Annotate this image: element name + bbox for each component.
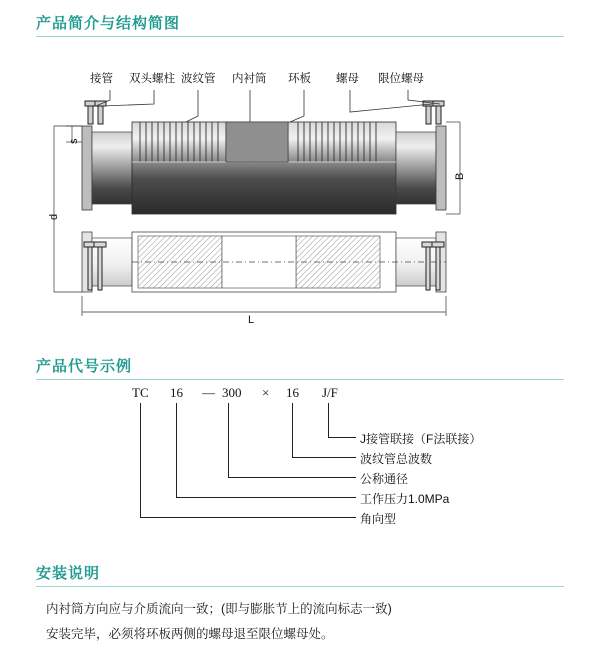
callout-label-luomu: 螺母 (336, 73, 359, 85)
structure-diagram (36, 60, 564, 345)
callout-label-jieguan: 接管 (90, 73, 113, 85)
install-note-2: 安装完毕，必须将环板两侧的螺母退至限位螺母处。 (46, 627, 334, 642)
callout-label-shuangtou-luozhu: 双头螺柱 (129, 73, 175, 85)
code-desc-type: 角向型 (360, 512, 397, 526)
callout-label-xianwei-luomu: 限位螺母 (378, 73, 424, 85)
code-leader-v-waves (292, 403, 293, 457)
install-notes (46, 600, 566, 651)
dimension-label-B: B (454, 172, 466, 180)
code-desc-working-pressure: 工作压力1.0MPa (360, 492, 450, 506)
code-token-300: 300 (222, 385, 242, 400)
callout-label-huanban: 环板 (288, 73, 311, 85)
install-note-1: 内衬筒方向应与介质流向一致；(即与膨胀节上的流向标志一致) (46, 602, 392, 616)
code-leader-v-type (140, 403, 141, 517)
dimension-label-L: L (248, 314, 255, 326)
code-token-tc: TC (132, 385, 149, 400)
section-title-install: 安装说明 (36, 565, 101, 582)
code-leader-v-pressure (176, 403, 177, 497)
title-divider-1 (36, 36, 564, 37)
section-title-product-code: 产品代号示例 (36, 358, 133, 375)
code-leader-h-pressure (176, 497, 356, 498)
code-leader-v-dn (228, 403, 229, 477)
code-token-16-waves: 16 (286, 385, 299, 400)
code-token-16-pressure: 16 (170, 385, 183, 400)
code-desc-wave-count: 波纹管总波数 (360, 452, 433, 466)
dimension-label-s: s (68, 138, 80, 144)
dimension-label-d: d (48, 213, 60, 220)
code-leader-v-jf (328, 403, 329, 437)
product-code-diagram (36, 385, 564, 555)
callout-label-bowenguan: 波纹管 (181, 73, 216, 85)
code-desc-nominal-diameter: 公称通径 (360, 472, 409, 486)
structure-diagram-svg (36, 60, 564, 345)
code-leader-h-waves (292, 457, 356, 458)
code-leader-h-type (140, 517, 356, 518)
section-title-product-intro: 产品简介与结构简图 (36, 15, 181, 32)
code-desc-connection: J接管联接（F法联接） (360, 432, 482, 446)
code-token-dash: — (202, 385, 215, 400)
code-leader-h-jf (328, 437, 356, 438)
code-leader-h-dn (228, 477, 356, 478)
code-token-jf: J/F (322, 385, 338, 400)
title-divider-3 (36, 586, 564, 587)
callout-label-neichentong: 内衬筒 (232, 73, 267, 85)
title-divider-2 (36, 379, 564, 380)
code-token-times: × (262, 385, 270, 400)
